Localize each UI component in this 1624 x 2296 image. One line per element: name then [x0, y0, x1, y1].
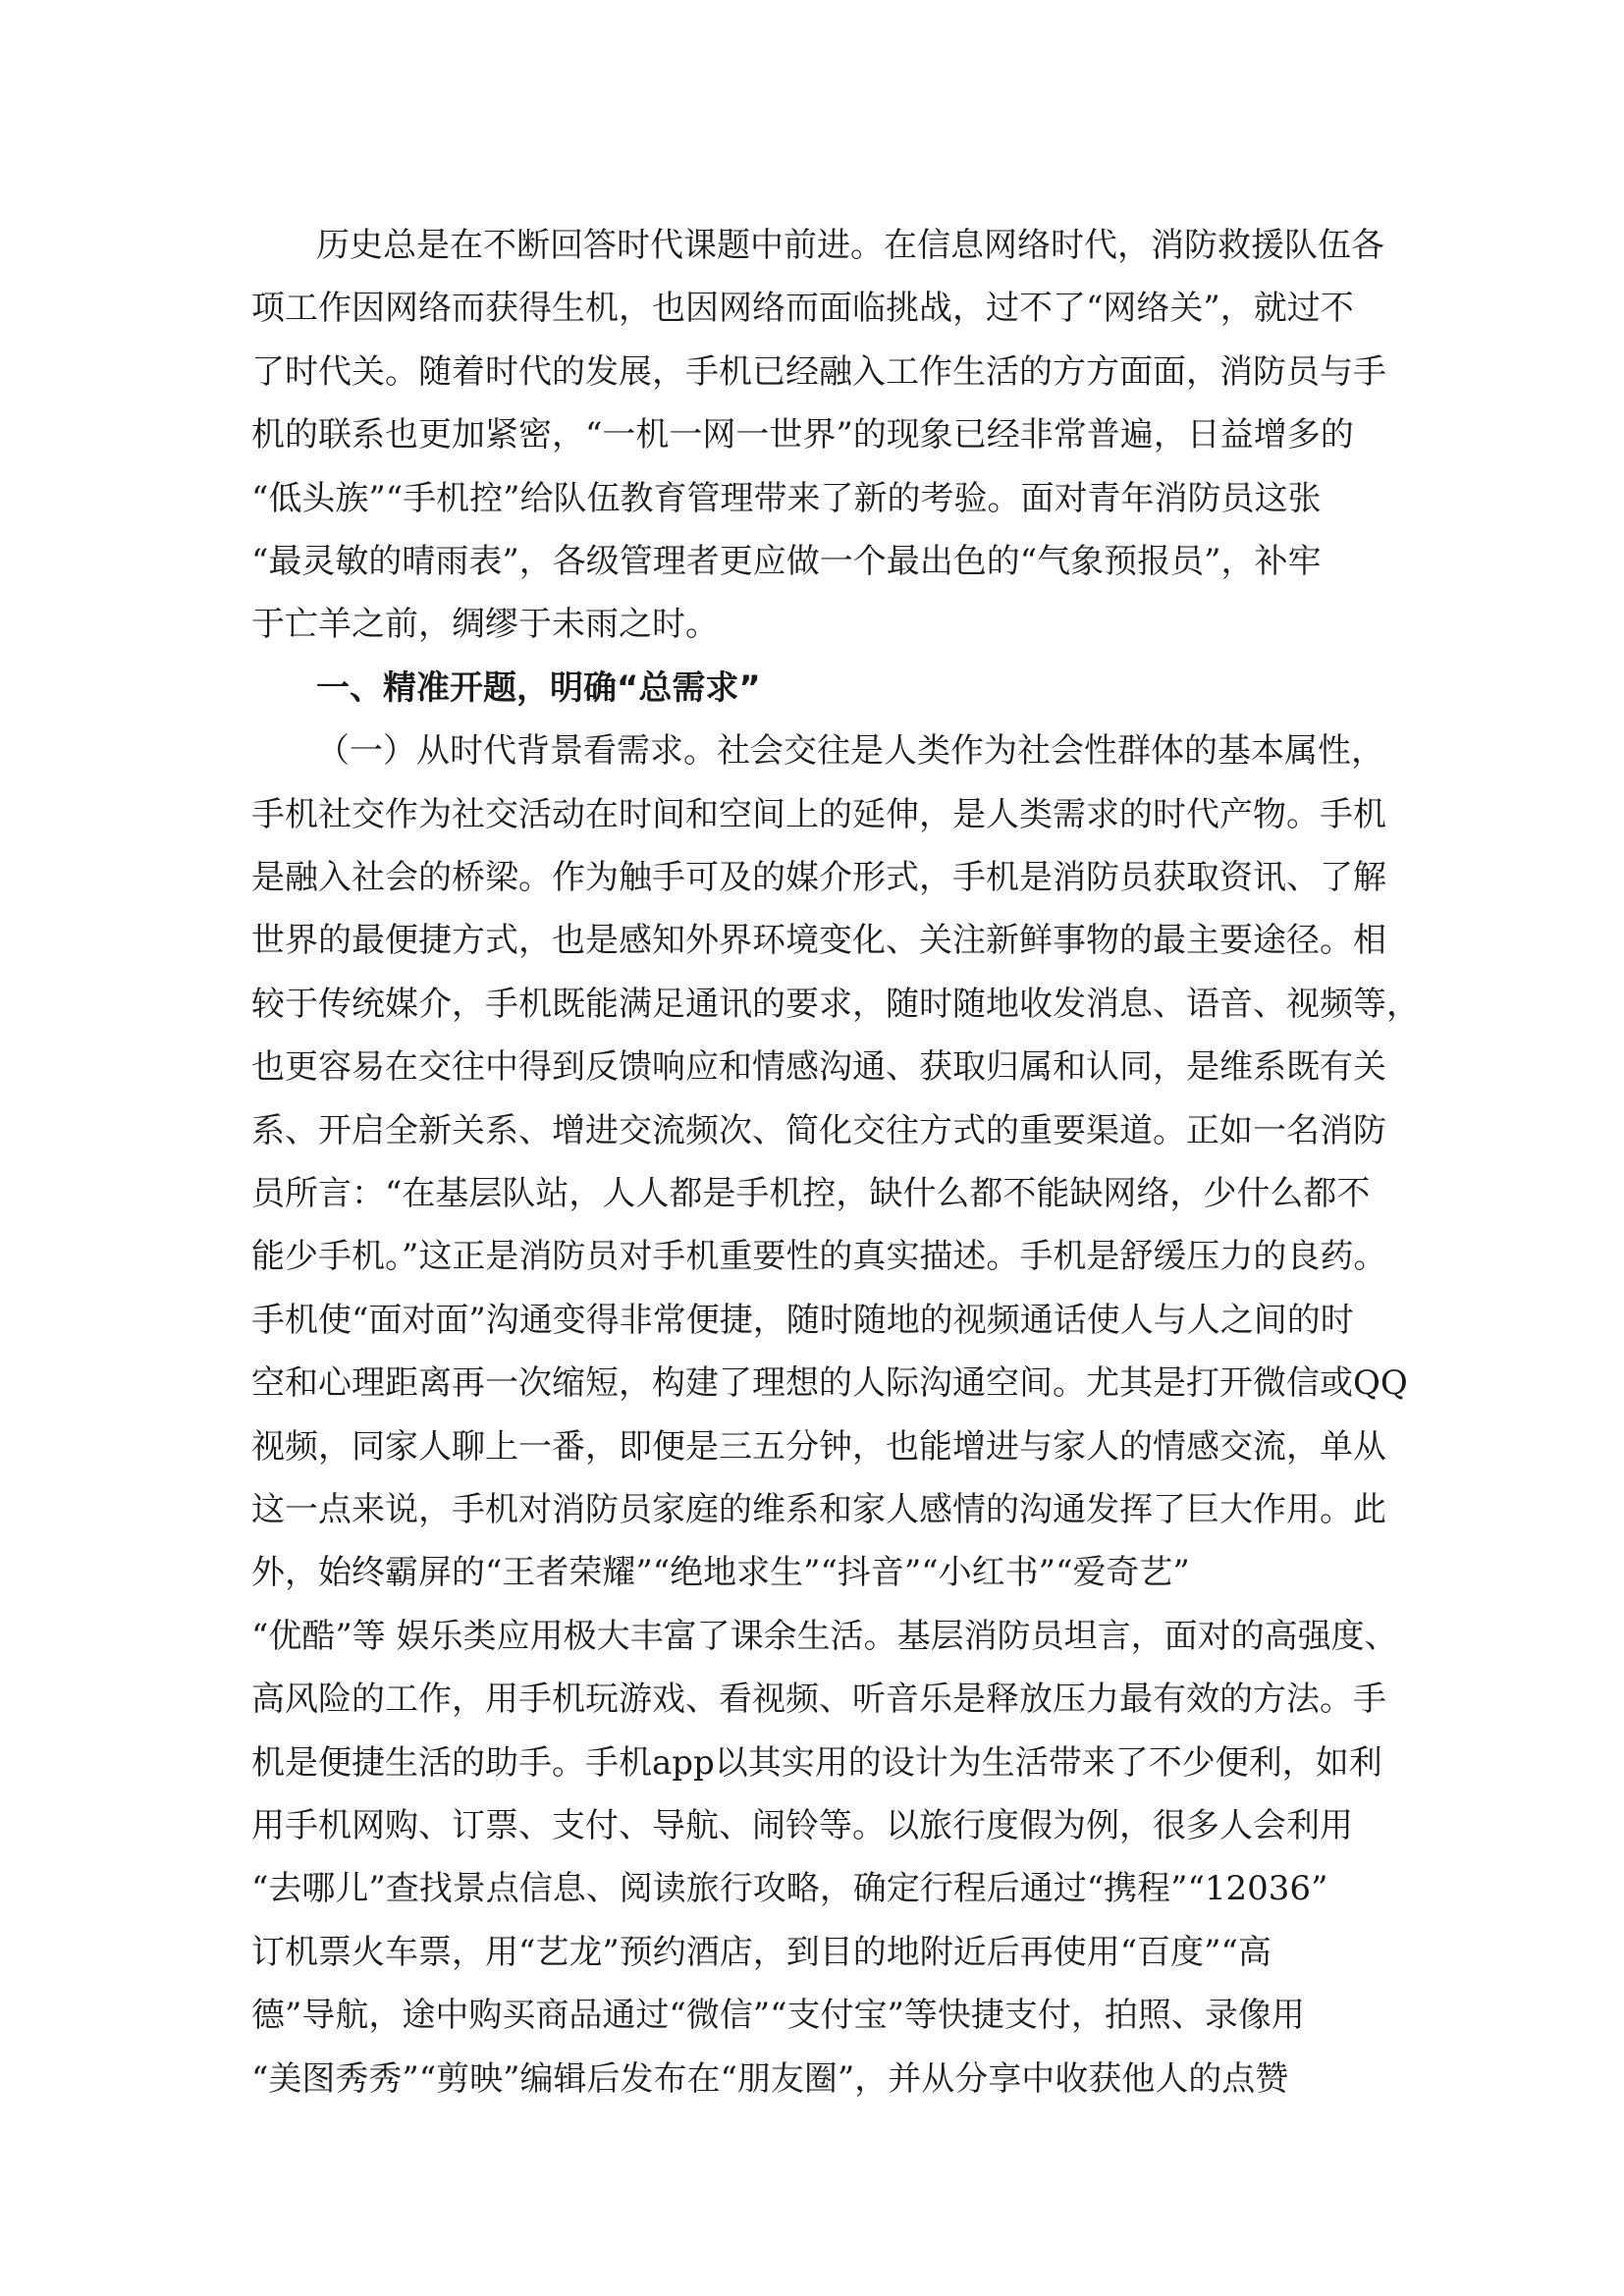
text-line: 于亡羊之前，绸缪于未雨之时。 [251, 605, 719, 644]
text-line: “美图秀秀”“剪映”编辑后发布在“朋友圈”，并从分享中收获他人的点赞 [251, 2059, 1289, 2099]
text-line: 视频，同家人聊上一番，即便是三五分钟，也能增进与家人的情感交流，单从 [251, 1427, 1386, 1467]
text-line: 系、开启全新关系、增进交流频次、简化交往方式的重要渠道。正如一名消防 [251, 1111, 1386, 1150]
text-line: 历史总是在不断回答时代课题中前进。在信息网络时代，消防救援队伍各 [316, 226, 1384, 265]
text-line: 这一点来说，手机对消防员家庭的维系和家人感情的沟通发挥了巨大作用。此 [251, 1490, 1386, 1529]
text-line: 高风险的工作，用手机玩游戏、看视频、听音乐是释放压力最有效的方法。手 [251, 1680, 1386, 1719]
text-line: 了时代关。随着时代的发展，手机已经融入工作生活的方方面面，消防员与手 [251, 352, 1386, 392]
text-line: 空和心理距离再一次缩短，构建了理想的人际沟通空间。尤其是打开微信或QQ [251, 1363, 1408, 1403]
text-line: 较于传统媒介，手机既能满足通讯的要求，随时随地收发消息、语音、视频等， [251, 985, 1420, 1024]
text-line: 是融入社会的桥梁。作为触手可及的媒介形式，手机是消防员获取资讯、了解 [251, 858, 1386, 897]
text-line: “优酷”等 娱乐类应用极大丰富了课余生活。基层消防员坦言，面对的高强度、 [251, 1617, 1398, 1656]
text-line: “最灵敏的晴雨表”，各级管理者更应做一个最出色的“气象预报员”，补牢 [251, 542, 1322, 581]
text-line: 能少手机。”这正是消防员对手机重要性的真实描述。手机是舒缓压力的良药。 [251, 1237, 1387, 1276]
text-line: 手机使“面对面”沟通变得非常便捷，随时随地的视频通话使人与人之间的时 [251, 1301, 1354, 1340]
text-line: 外，始终霸屏的“王者荣耀”“绝地求生”“抖音”“小红书”“爱奇艺” [251, 1553, 1190, 1592]
text-line: 也更容易在交往中得到反馈响应和情感沟通、获取归属和认同，是维系既有关 [251, 1047, 1386, 1087]
text-line: 世界的最便捷方式，也是感知外界环境变化、关注新鲜事物的最主要途径。相 [251, 921, 1386, 960]
text-line: 项工作因网络而获得生机，也因网络而面临挑战，过不了“网络关”，就过不 [251, 289, 1354, 328]
text-line: 用手机网购、订票、支付、导航、闹铃等。以旅行度假为例，很多人会利用 [251, 1806, 1353, 1845]
text-line: “低头族”“手机控”给队伍教育管理带来了新的考验。面对青年消防员这张 [251, 479, 1322, 518]
text-line: “去哪儿”查找景点信息、阅读旅行攻略，确定行程后通过“携程”“12036” [251, 1869, 1328, 1908]
text-line: 订机票火车票，用“艺龙”预约酒店，到目的地附近后再使用“百度”“高 [251, 1933, 1272, 1972]
text-line: （一）从时代背景看需求。社会交往是人类作为社会性群体的基本属性， [316, 731, 1384, 771]
text-line: 员所言：“在基层队站，人人都是手机控，缺什么都不能缺网络，少什么都不 [251, 1174, 1371, 1213]
text-line: 机是便捷生活的助手。手机app以其实用的设计为生活带来了不少便利，如利 [251, 1743, 1382, 1783]
section-heading: 一、精准开题，明确“总需求” [316, 668, 761, 708]
text-line: 德”导航，途中购买商品通过“微信”“支付宝”等快捷支付，拍照、录像用 [251, 1996, 1305, 2035]
text-line: 手机社交作为社交活动在时间和空间上的延伸，是人类需求的时代产物。手机 [251, 795, 1386, 834]
text-line: 机的联系也更加紧密，“一机一网一世界”的现象已经非常普遍，日益增多的 [251, 415, 1354, 454]
